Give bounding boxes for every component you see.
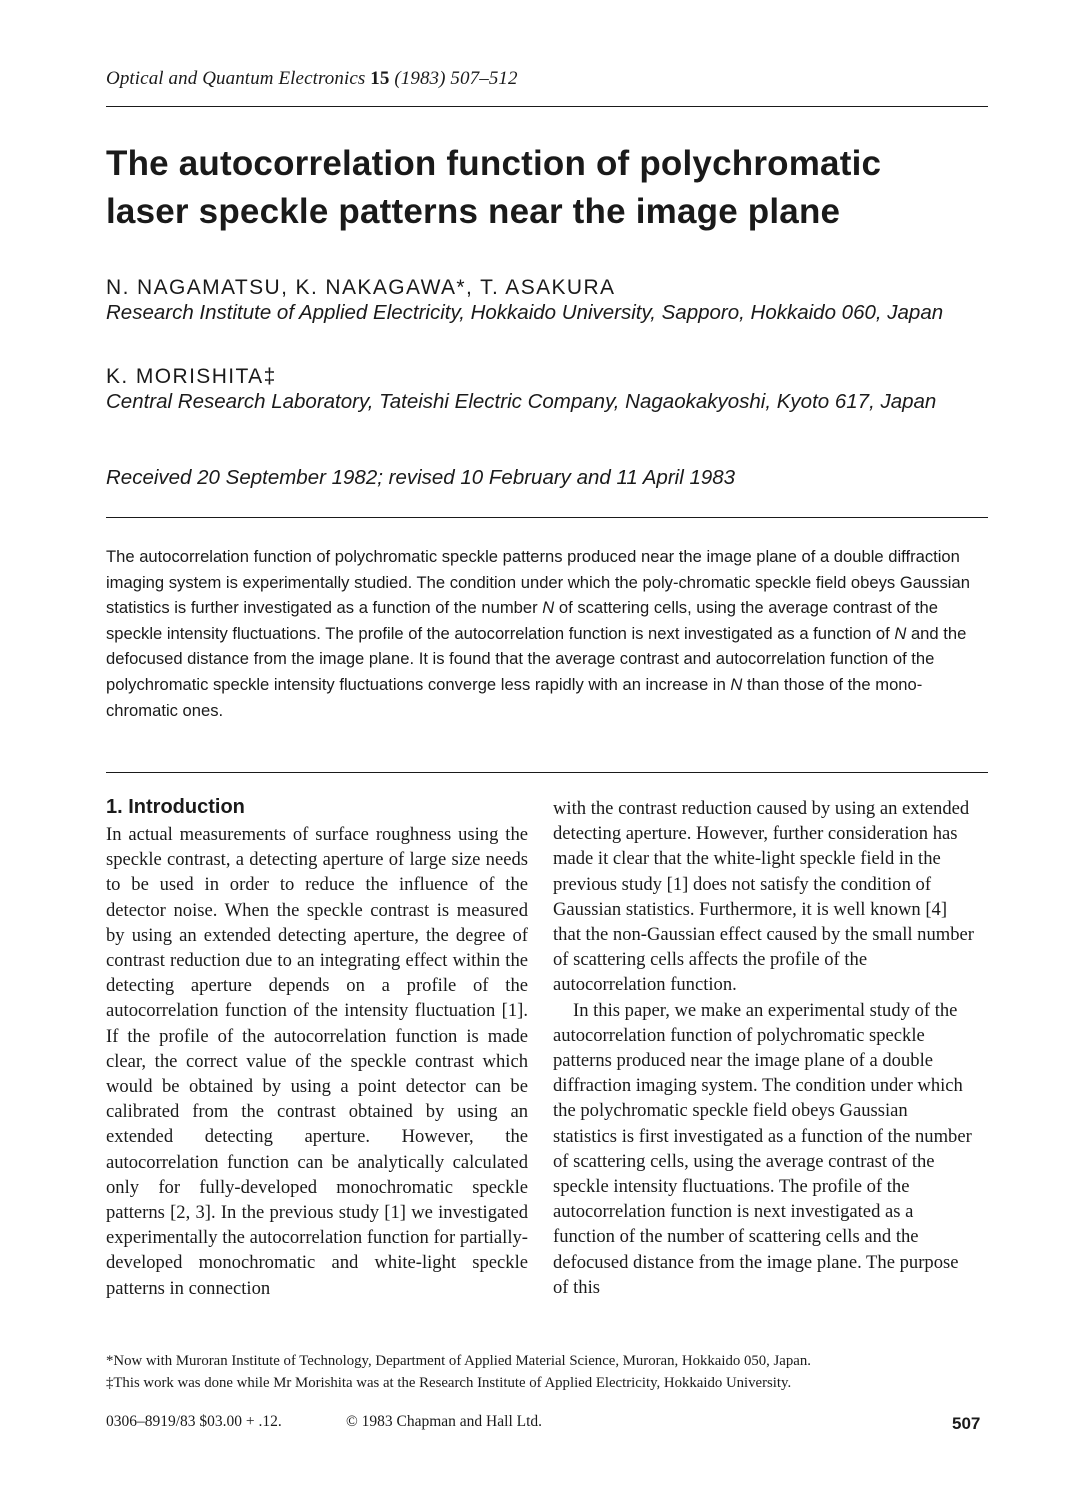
header-rule xyxy=(106,106,988,107)
received-dates: Received 20 September 1982; revised 10 February and 11 April 1983 xyxy=(106,466,736,489)
footnote-2: ‡This work was done while Mr Morishita was at the Research Institute of Applied Electricity, Hokkaido University. xyxy=(106,1375,792,1391)
footnote-1: *Now with Muroran Institute of Technology, Department of Applied Material Science, Muroran, Hokkaido 050, Japan. xyxy=(106,1353,811,1369)
journal-header xyxy=(106,68,518,90)
section-heading-introduction: 1. Introduction xyxy=(106,796,245,818)
title-line-2: laser speckle patterns near the image plane xyxy=(106,192,841,231)
affiliation-2: Central Research Laboratory, Tateishi Electric Company, Nagaokakyoshi, Kyoto 617, Japan xyxy=(106,390,937,413)
intro-paragraph-1-continued: with the contrast reduction caused by using an extended detecting aperture. However, further consideration has made it clear that the white-light speckle field in the previous study [1] does not satisfy the condition of Gaussian statistics. Furthermore, it is well known [4] that the non-Gaussian effect caused by the small number of scattering cells affects the profile of the autocorrelation function. xyxy=(553,798,974,996)
intro-paragraph-1: In actual measurements of surface roughness using the speckle contrast, a detecting aperture of large size needs to be used in order to reduce the influence of the detector noise. When the speckle contrast is measured by using an extended detecting aperture, the degree of contrast reduction due to an integrating effect within the detecting aperture depends on a profile of the autocorrelation function of the intensity fluctuation [1]. If the profile of the autocorrelation function is made clear, the correct value of the speckle contrast which would be obtained by using a point detector can be calibrated from the contrast obtained by using an extended detecting aperture. However, the autocorrelation function can be analytically calculated only for fully-developed monochromatic speckle patterns [2, 3]. In the previous study [1] we investigated experimentally the autocorrelation function for partially-developed monochromatic and white-light speckle patterns in connection xyxy=(106,824,528,1299)
paper-title xyxy=(106,140,1006,236)
affiliation-1: Research Institute of Applied Electricity, Hokkaido University, Sapporo, Hokkaido 060, Japan xyxy=(106,301,944,324)
abstract-bottom-rule xyxy=(106,772,988,773)
abstract-top-rule xyxy=(106,517,988,518)
text-column-right xyxy=(553,796,975,1300)
page-number: 507 xyxy=(952,1414,981,1433)
text-column-left xyxy=(106,822,528,1301)
issn-price: 0306–8919/83 $03.00 + .12. xyxy=(106,1413,282,1430)
journal-year-pages: (1983) 507–512 xyxy=(394,68,518,89)
authors-group-1: N. NAGAMATSU, K. NAKAGAWA*, T. ASAKURA xyxy=(106,276,616,299)
title-line-1: The autocorrelation function of polychromatic xyxy=(106,144,882,183)
copyright: © 1983 Chapman and Hall Ltd. xyxy=(346,1413,543,1430)
journal-name: Optical and Quantum Electronics xyxy=(106,68,366,89)
authors-group-2: K. MORISHITA‡ xyxy=(106,365,277,388)
intro-paragraph-2: In this paper, we make an experimental study of the autocorrelation function of polychromatic speckle patterns produced near the image plane of a double diffraction imaging system. The condition under which the polychromatic speckle field obeys Gaussian statistics is first investigated as a function of the number of scattering cells, using the average contrast of the speckle intensity fluctuations. The profile of the autocorrelation function is next investigated as a function of the number of scattering cells and the defocused distance from the image plane. The purpose of this xyxy=(553,999,972,1298)
abstract: The autocorrelation function of polychromatic speckle patterns produced near the image plane of a double diffraction imaging system is experimentally studied. The condition under which the poly-chromatic speckle field obeys Gaussian statistics is further investigated as a function of the number N of scattering cells, using the average contrast of the speckle intensity fluctuations. The profile of the autocorrelation function is next investigated as a function of N and the defocused distance from the image plane. It is found that the average contrast and autocorrelation function of the polychromatic speckle intensity fluctuations converge less rapidly with an increase in N than those of the mono-chromatic ones. xyxy=(106,547,970,720)
footnotes xyxy=(106,1350,1006,1394)
journal-volume: 15 xyxy=(370,68,390,89)
